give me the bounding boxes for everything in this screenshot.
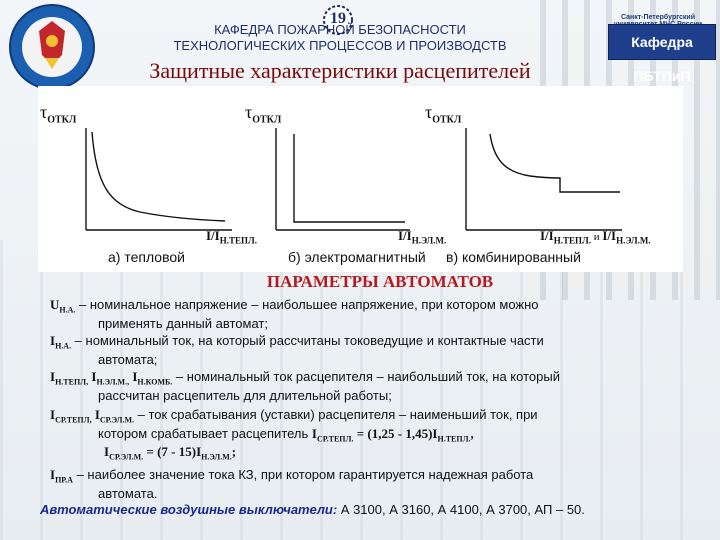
- definition-release-rated-current: $I_{Н.ТЕПЛ,}$ $I_{Н.ЭЛ.М.,}$ $I_{Н.КОМБ.}$ – номинальный ток расцепителя – наибольший ток, на который рассчитан расцепитель для длительной работы;: [50, 369, 560, 403]
- slide-title: Защитные характеристики расцепителей: [149, 58, 531, 83]
- graph-a-caption: а) тепловой: [108, 249, 185, 265]
- section-title: ПАРАМЕТРЫ АВТОМАТОВ: [266, 272, 494, 291]
- graph-b-ylabel: $\tau_{ОТКЛ}$: [245, 102, 282, 126]
- breaker-list-lead: Автоматические воздушные выключатели:: [40, 502, 338, 517]
- graph-c-curve: [490, 134, 620, 192]
- page-number: 19: [330, 10, 346, 27]
- graph-c-caption: в) комбинированный: [446, 249, 581, 265]
- graph-a-xlabel: $I/I_{Н.ТЕПЛ.}$: [206, 228, 257, 246]
- breaker-list: [40, 502, 585, 517]
- graph-c-ylabel: $\tau_{ОТКЛ}$: [425, 102, 462, 126]
- graph-a-curve: [92, 132, 225, 221]
- definition-rated-current: $I_{Н.А.}$ – номинальный ток, на который рассчитаны токоведущие и контактные части автомата;: [50, 333, 544, 367]
- graph-a-ylabel: $\tau_{ОТКЛ}$: [40, 102, 77, 126]
- university-caption: Санкт-Петербургский: [620, 14, 696, 21]
- graph-b-curve: [294, 134, 405, 222]
- graph-c-xlabel: $I/I_{Н.ТЕПЛ.}$ и $I/I_{Н.ЭЛ.М.}$: [540, 228, 651, 246]
- department-line-2: ТЕХНОЛОГИЧЕСКИХ ПРОЦЕССОВ И ПРОИЗВОДСТВ: [173, 38, 507, 53]
- graph-b-caption: б) электромагнитный: [288, 249, 426, 265]
- department-line-1: КАФЕДРА ПОЖАРНОЙ БЕЗОПАСНОСТИ: [214, 22, 466, 37]
- definition-rated-voltage: $U_{Н.А.}$ – номинальное напряжение – наибольшее напряжение, при котором можно применять данный автомат;: [50, 297, 539, 331]
- definition-limit-current: $I_{ПР.А}$ – наиболее значение тока КЗ, при котором гарантируется надежная работа автомата.: [50, 467, 534, 501]
- graph-c-axes: [466, 128, 622, 230]
- definition-trip-current: $I_{СР.ТЕПЛ,}$ $I_{СР.ЭЛ.М.}$ – ток срабатывания (уставки) расцепителя – наименьший ток, при котором срабатывает расцепитель $I_{СР.ТЕПЛ.} = (1,25 - 1,45)I_{Н.ТЕПЛ.}$, $I_{СР.ЭЛ.М.} = (7 - 15)I_{Н.ЭЛ.М.}$;: [50, 407, 538, 462]
- breaker-list-items: А 3100, А 3160, А 4100, А 3700, АП – 50.: [337, 502, 585, 517]
- graph-b-xlabel: $I/I_{Н.ЭЛ.М.}$: [398, 228, 447, 246]
- chair-logo: Кафедра ПБТПиП: [608, 24, 716, 60]
- graph-b-axes: [276, 128, 410, 230]
